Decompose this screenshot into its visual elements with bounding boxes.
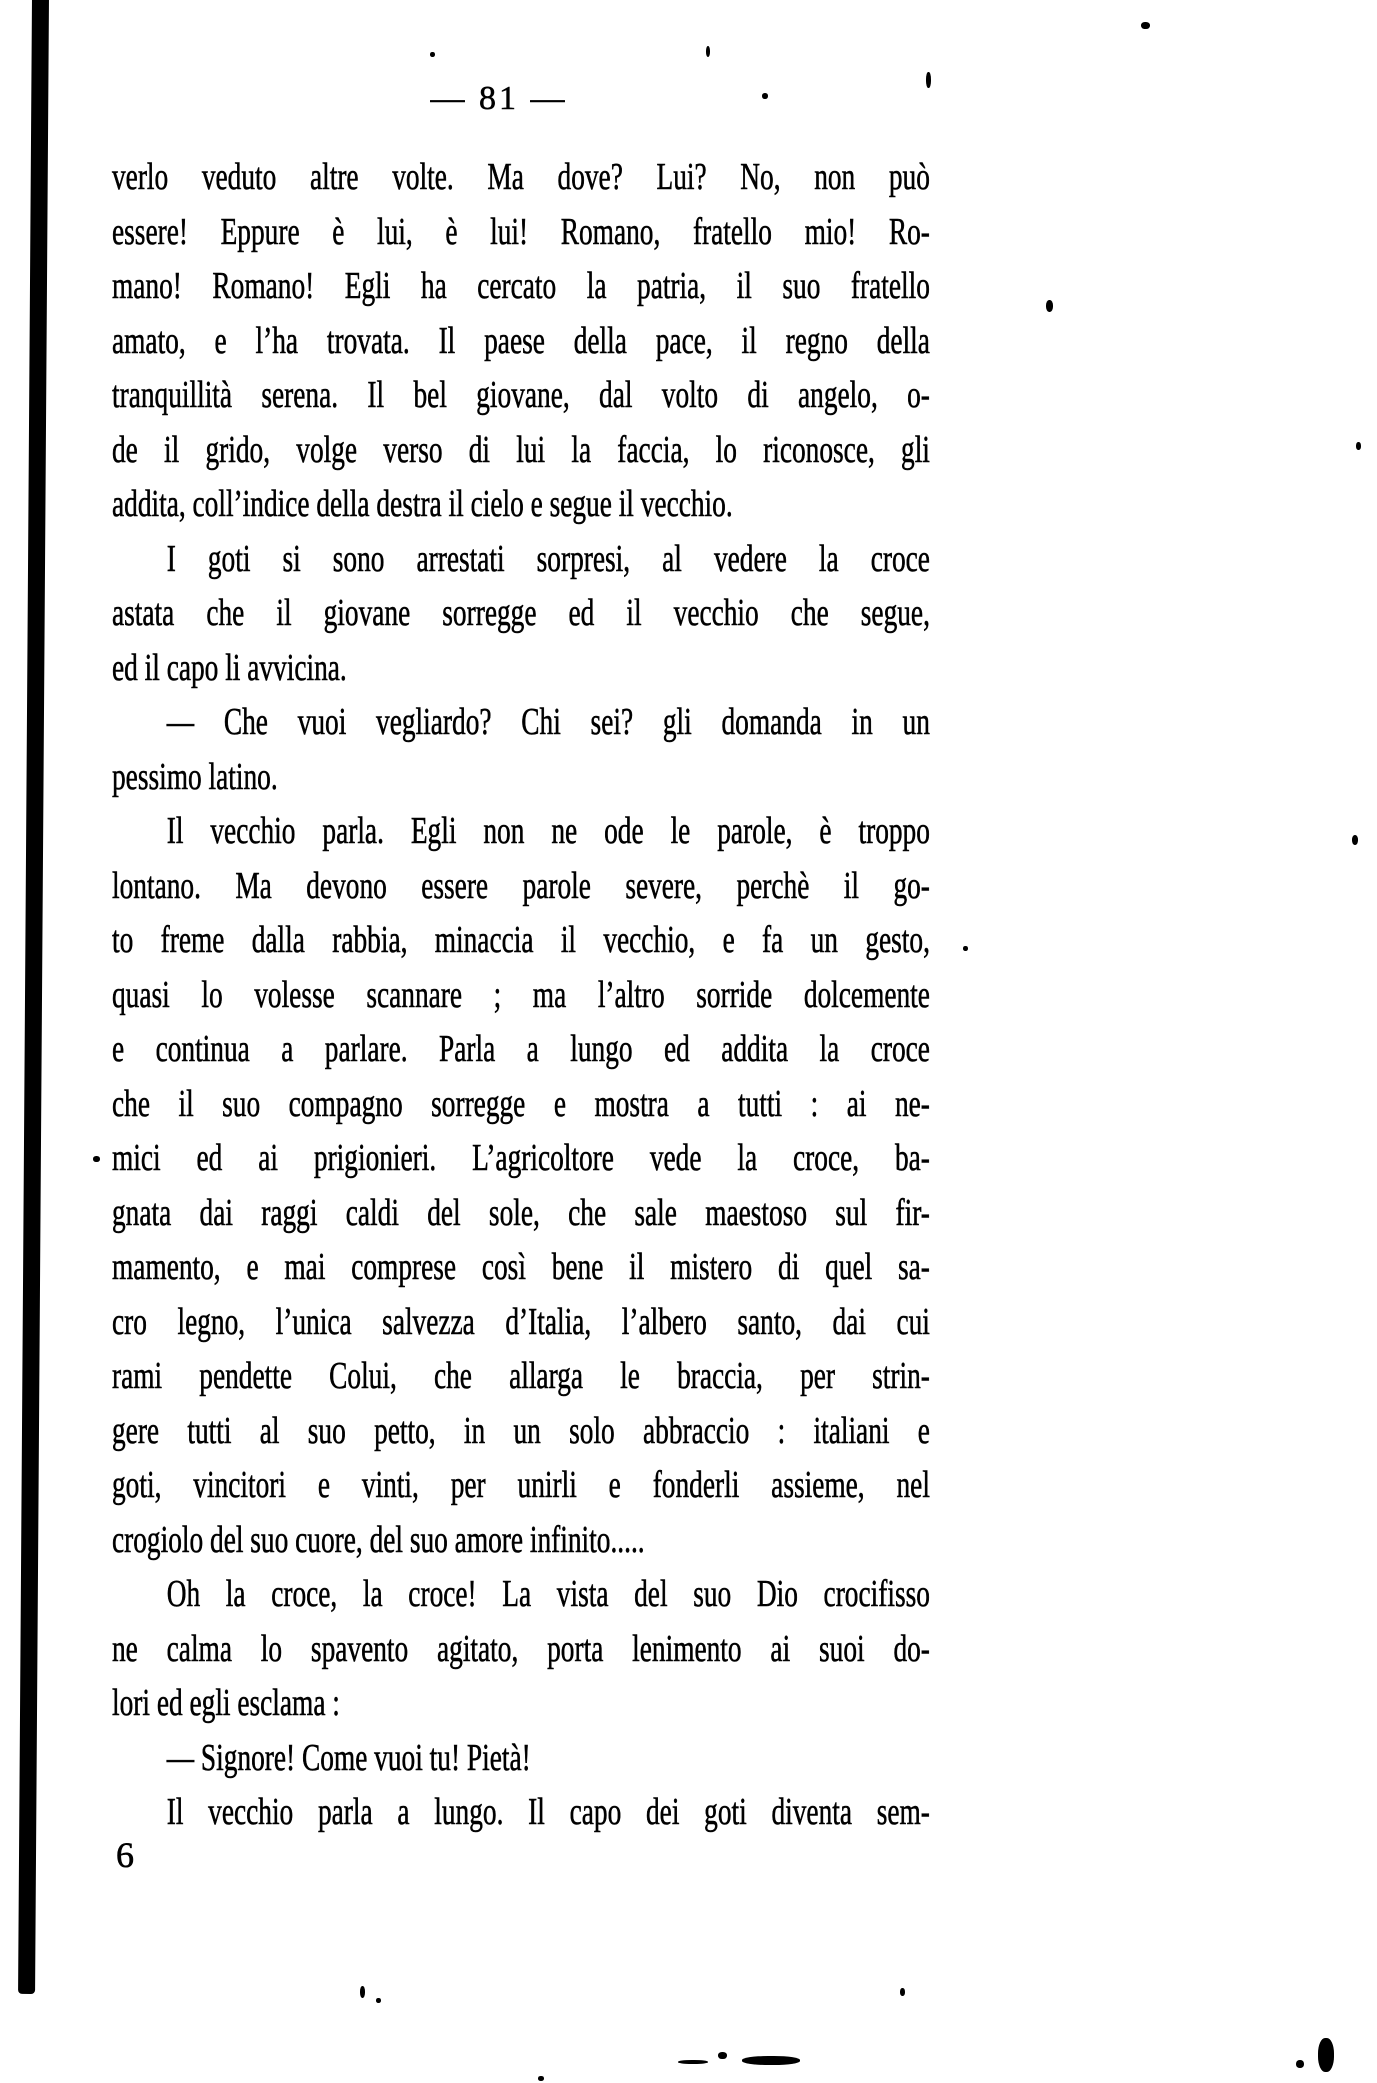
text-line: ed il capo li avvicina.	[112, 646, 347, 689]
text-line: — Che vuoi vegliardo? Chi sei? gli domanda in un	[166, 701, 930, 743]
scan-gutter-shadow	[18, 0, 49, 1994]
text-line: goti, vincitori e vinti, per unirli e fonderli assieme, nel	[112, 1464, 930, 1506]
ink-speck	[538, 2076, 544, 2081]
ink-speck	[900, 1988, 905, 1996]
signature-mark: 6	[116, 1835, 134, 1875]
text-line: Il vecchio parla. Egli non ne ode le parole, è troppo	[166, 810, 930, 852]
text-line: gere tutti al suo petto, in un solo abbraccio : italiani e	[112, 1409, 930, 1452]
text-line: ne calma lo spavento agitato, porta lenimento ai suoi do-	[112, 1627, 930, 1670]
text-line: rami pendette Colui, che allarga le braccia, per strin-	[112, 1355, 930, 1397]
ink-speck	[1318, 2038, 1334, 2072]
ink-speck	[706, 46, 710, 57]
page-text-block	[112, 150, 930, 1840]
ink-speck	[718, 2052, 727, 2059]
text-line: addita, coll’indice della destra il cielo e segue il vecchio.	[112, 483, 733, 525]
text-line: mamento, e mai comprese così bene il mistero di quel sa-	[112, 1246, 930, 1288]
text-line: quasi lo volesse scannare ; ma l’altro sorride dolcemente	[112, 973, 930, 1016]
ink-speck	[360, 1986, 365, 1998]
text-line: cro legno, l’unica salvezza d’Italia, l’albero santo, dai cui	[112, 1300, 930, 1343]
ink-speck	[1141, 22, 1150, 29]
ink-speck	[1296, 2060, 1304, 2068]
text-line: amato, e l’ha trovata. Il paese della pace, il regno della	[112, 319, 930, 362]
ink-speck	[376, 1998, 381, 2003]
page-number-header: — 81 —	[430, 80, 568, 117]
text-line: pessimo latino.	[112, 755, 278, 798]
text-line: lontano. Ma devono essere parole severe, perchè il go-	[112, 864, 930, 907]
ink-speck	[762, 93, 768, 99]
text-line: tranquillità serena. Il bel giovane, dal volto di angelo, o-	[112, 374, 930, 416]
text-line: verlo veduto altre volte. Ma dove? Lui? No, non può	[112, 156, 930, 198]
text-line: — Signore! Come vuoi tu! Pietà!	[166, 1736, 531, 1779]
text-line: Il vecchio parla a lungo. Il capo dei goti diventa sem-	[166, 1791, 930, 1833]
text-line: essere! Eppure è lui, è lui! Romano, fratello mio! Ro-	[112, 210, 930, 253]
ink-speck	[430, 52, 435, 57]
ink-speck	[926, 72, 931, 88]
text-line: I goti si sono arrestati sorpresi, al vedere la croce	[166, 537, 930, 580]
text-line: to freme dalla rabbia, minaccia il vecchio, e fa un gesto,	[112, 919, 930, 961]
text-line: astata che il giovane sorregge ed il vecchio che segue,	[112, 592, 930, 634]
text-line: mano! Romano! Egli ha cercato la patria, il suo fratello	[112, 265, 930, 307]
ink-speck	[1352, 835, 1358, 845]
text-line: e continua a parlare. Parla a lungo ed addita la croce	[112, 1028, 930, 1070]
ink-speck	[742, 2056, 800, 2065]
text-line: Oh la croce, la croce! La vista del suo Dio crocifisso	[166, 1573, 930, 1615]
ink-speck	[678, 2060, 708, 2064]
ink-speck	[963, 946, 968, 951]
text-line: de il grido, volge verso di lui la faccia, lo riconosce, gli	[112, 428, 930, 471]
ink-speck	[93, 1156, 100, 1162]
text-line: lori ed egli esclama :	[112, 1682, 340, 1724]
text-line: crogiolo del suo cuore, del suo amore infinito.....	[112, 1518, 645, 1561]
text-line: gnata dai raggi caldi del sole, che sale maestoso sul fir-	[112, 1191, 930, 1234]
ink-speck	[1046, 300, 1053, 312]
text-line: che il suo compagno sorregge e mostra a tutti : ai ne-	[112, 1082, 930, 1125]
text-line: mici ed ai prigionieri. L’agricoltore vede la croce, ba-	[112, 1137, 930, 1179]
ink-speck	[1356, 442, 1361, 450]
